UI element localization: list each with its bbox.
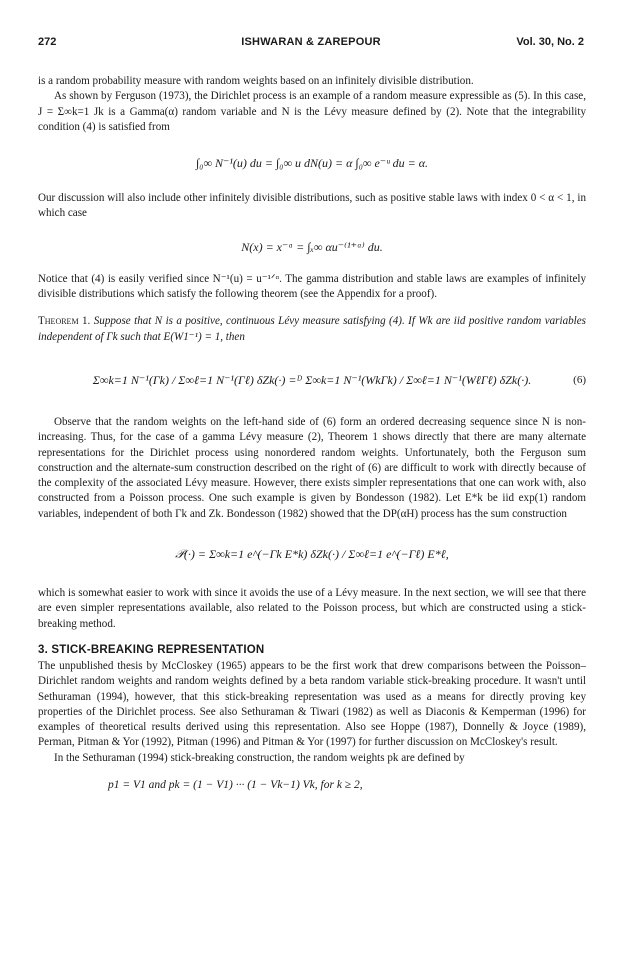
paragraph-3: Our discussion will also include other infinitely divisible distributions, such as positive stable laws with index 0 < α < 1, in which case bbox=[38, 192, 586, 220]
equation-stable-levy: N(x) = x⁻ᵅ = ∫ₓ∞ αu⁻⁽¹⁺ᵅ⁾ du. bbox=[241, 239, 383, 254]
paragraph-7: The unpublished thesis by McCloskey (1965) appears to be the first work that drew comparisons between the Poisson–Dirichlet random weights and random weights defined by a beta random variable stick-breaking procedure. It wasn't until Sethuraman (1994), however, that this stick-breaking representation was used as a means for directly proving key properties of the Dirichlet process. See also Sethuraman & Tiwari (1982) as well as Diaconis & Kemperman (1996) for examples of theoretical results derived using this representation. Also see Hoppe (1987), Donnelly & Joyce (1989), Perman, Pitman & Yor (1992), Pitman (1996) and Pitman & Yor (1997) for further discussion on McCloskey's result. bbox=[38, 659, 586, 749]
theorem-heading: Theorem 1. bbox=[38, 315, 91, 328]
running-header bbox=[38, 36, 584, 52]
paragraph-2: As shown by Ferguson (1973), the Dirichlet process is an example of a random measure expressible as (5). In this case, J = Σ∞k=1 Jk is a Gamma(α) random variable and N is the Lévy measure defined by (2). Note that the integrability condition (4) is satisfied from bbox=[38, 90, 586, 133]
equation-bondesson: 𝒫(·) = Σ∞k=1 e^(−Γk E*k) δZk(·) / Σ∞ℓ=1 e^(−Γℓ) E*ℓ, bbox=[175, 547, 449, 562]
section-heading: 3. STICK-BREAKING REPRESENTATION bbox=[38, 643, 265, 656]
volume-label: Vol. 30, No. 2 bbox=[516, 36, 584, 48]
equation-stick-breaking: p1 = V1 and pk = (1 − V1) ··· (1 − Vk−1) Vk, for k ≥ 2, bbox=[108, 779, 363, 792]
page-body bbox=[38, 74, 586, 796]
paragraph-4: Notice that (4) is easily verified since N⁻¹(u) = u⁻¹ᐟᵅ. The gamma distribution and stable laws are examples of infinitely divisible distributions which satisfy the following theorem (see the Appendix for a proof). bbox=[38, 272, 586, 301]
page-number: 272 bbox=[38, 36, 57, 48]
paragraph-8: In the Sethuraman (1994) stick-breaking construction, the random weights pk are defined by bbox=[54, 751, 465, 764]
theorem-statement: Suppose that N is a positive, continuous Lévy measure satisfying (4). If Wk are iid positive random variables independent of Γk such that E(W1⁻¹) = 1, then bbox=[38, 315, 586, 343]
paragraph-5: Observe that the random weights on the left-hand side of (6) form an ordered decreasing sequence since N is non-increasing. Thus, for the case of a gamma Lévy measure (2), Theorem 1 shows directly that there are many alternate representations for the Dirichlet process using nonordered random weights. Unfortunately, both the Ferguson sum construction and the alternate-sum construction described on the right of (6) are difficult to work with directly because of the complexity of the associated Lévy measure. However, there exists simpler representations that one can work with, also constructed from a Poisson process. One such example is given by Bondesson (1982). Let E*k be iid exp(1) random variables, independent of both Γk and Zk. Bondesson (1982) showed that the DP(αH) process has the sum construction bbox=[38, 415, 586, 520]
equation-number: (6) bbox=[573, 373, 586, 386]
paragraph-6: which is somewhat easier to work with since it avoids the use of a Lévy measure. In the next section, we will see that there are even simpler representations available, also related to the Poisson process, but which are constructed using a stick-breaking method. bbox=[38, 587, 586, 630]
running-title: ISHWARAN & ZAREPOUR bbox=[241, 36, 381, 48]
equation-6-body: Σ∞k=1 N⁻¹(Γk) / Σ∞ℓ=1 N⁻¹(Γℓ) δZk(·) =ᴰ Σ∞k=1 N⁻¹(WkΓk) / Σ∞ℓ=1 N⁻¹(WℓΓℓ) δZk(·). bbox=[92, 372, 532, 387]
paragraph-1: is a random probability measure with random weights based on an infinitely divisible distribution. bbox=[38, 75, 474, 87]
equation-6 bbox=[38, 355, 586, 405]
equation-integrability: ∫₀∞ N⁻¹(u) du = ∫₀∞ u dN(u) = α ∫₀∞ e⁻ᵘ du = α. bbox=[195, 156, 429, 171]
theorem-1 bbox=[38, 314, 586, 345]
